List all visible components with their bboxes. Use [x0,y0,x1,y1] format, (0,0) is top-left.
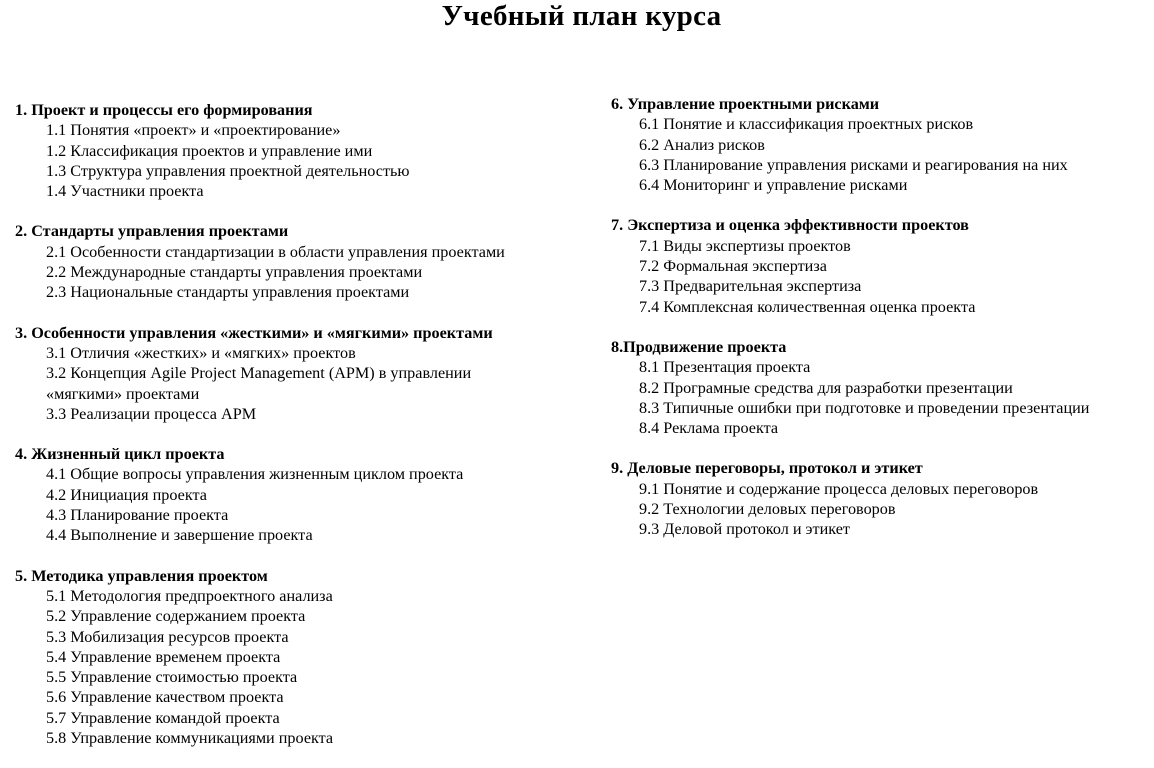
section-title: 2. Стандарты управления проектами [15,222,289,241]
topic-item: 4.4 Выполнение и завершение проекта [46,526,313,545]
right-column [610,94,1150,560]
topic-item: 8.1 Презентация проекта [639,358,811,377]
topic-list [610,479,1150,540]
topic-item: 7.2 Формальная экспертиза [639,257,827,276]
section-title: 3. Особенности управления «жесткими» и «мягкими» проектами [15,323,493,342]
topic-item: 6.4 Мониторинг и управление рисками [639,176,908,195]
topic-item: 5.3 Мобилизация ресурсов проекта [46,627,289,646]
topic-item: 5.7 Управление командой проекта [46,708,280,727]
topic-item: 1.4 Участники проекта [46,182,204,201]
course-section [610,337,1150,438]
left-column [14,100,589,768]
topic-item: 5.6 Управление качеством проекта [46,688,284,707]
section-title: 7. Экспертиза и оценка эффективности проектов [611,216,969,235]
topic-item: 6.1 Понятие и классификация проектных рисков [639,115,974,134]
topic-item: 2.2 Международные стандарты управления проектами [46,263,423,282]
topic-item: 5.5 Управление стоимостью проекта [46,668,298,687]
topic-item: 5.2 Управление содержанием проекта [46,607,306,626]
topic-item: 6.2 Анализ рисков [639,135,765,154]
topic-item: 4.2 Инициация проекта [46,485,207,504]
topic-list [610,357,1150,438]
topic-item: 1.1 Понятия «проект» и «проектирование» [46,121,341,140]
topic-item: 3.1 Отличия «жестких» и «мягких» проектов [46,343,356,362]
topic-item: 1.2 Классификация проектов и управление ими [46,141,373,160]
course-section [14,566,589,749]
topic-item: 3.3 Реализации процесса APM [46,404,257,423]
course-section [14,444,589,545]
topic-item: 8.3 Типичные ошибки при подготовке и проведении презентации [639,398,1090,417]
section-title: 1. Проект и процессы его формирования [15,101,313,119]
section-title: 4. Жизненный цикл проекта [15,445,225,464]
topic-item: 5.8 Управление коммуникациями проекта [46,729,334,748]
course-section [610,215,1150,316]
topic-item: 8.2 Програмные средства для разработки презентации [639,378,1013,397]
topic-list [14,464,589,545]
topic-item: 1.3 Структура управления проектной деятельностью [46,161,410,180]
topic-list [14,120,589,201]
topic-list [610,236,1150,317]
course-section [610,458,1150,539]
topic-item: 7.1 Виды экспертизы проектов [639,236,851,255]
topic-list [14,586,589,748]
topic-item: 2.1 Особенности стандартизации в области управления проектами [46,242,505,261]
topic-item: 9.2 Технологии деловых переговоров [639,500,896,519]
course-section [14,221,589,302]
topic-item: 4.1 Общие вопросы управления жизненным циклом проекта [46,465,464,484]
topic-item: 3.2 Концепция Agile Project Management (APM) в управлении «мягкими» проектами [46,364,472,403]
topic-item: 5.1 Методология предпроектного анализа [46,586,333,605]
topic-item: 2.3 Национальные стандарты управления проектами [46,283,410,302]
course-section [14,323,589,424]
section-title: 5. Методика управления проектом [15,566,268,585]
topic-list [610,114,1150,195]
section-title: 6. Управление проектными рисками [611,95,880,113]
section-title: 9. Деловые переговоры, протокол и этикет [611,459,923,478]
topic-item: 8.4 Реклама проекта [639,419,779,438]
topic-item: 7.4 Комплексная количественная оценка проекта [639,297,976,316]
topic-item: 9.3 Деловой протокол и этикет [639,520,850,539]
course-section [610,94,1150,195]
topic-list [14,242,589,303]
section-title: 8.Продвижение проекта [611,337,787,356]
topic-list [14,343,589,424]
page-title: Учебный план курса [441,0,722,32]
topic-item: 5.4 Управление временем проекта [46,647,281,666]
topic-item: 9.1 Понятие и содержание процесса деловых переговоров [639,479,1039,498]
topic-item: 7.3 Предварительная экспертиза [639,277,862,296]
topic-item: 4.3 Планирование проекта [46,506,229,525]
topic-item: 6.3 Планирование управления рисками и реагирования на них [639,155,1068,174]
course-section [14,100,589,201]
